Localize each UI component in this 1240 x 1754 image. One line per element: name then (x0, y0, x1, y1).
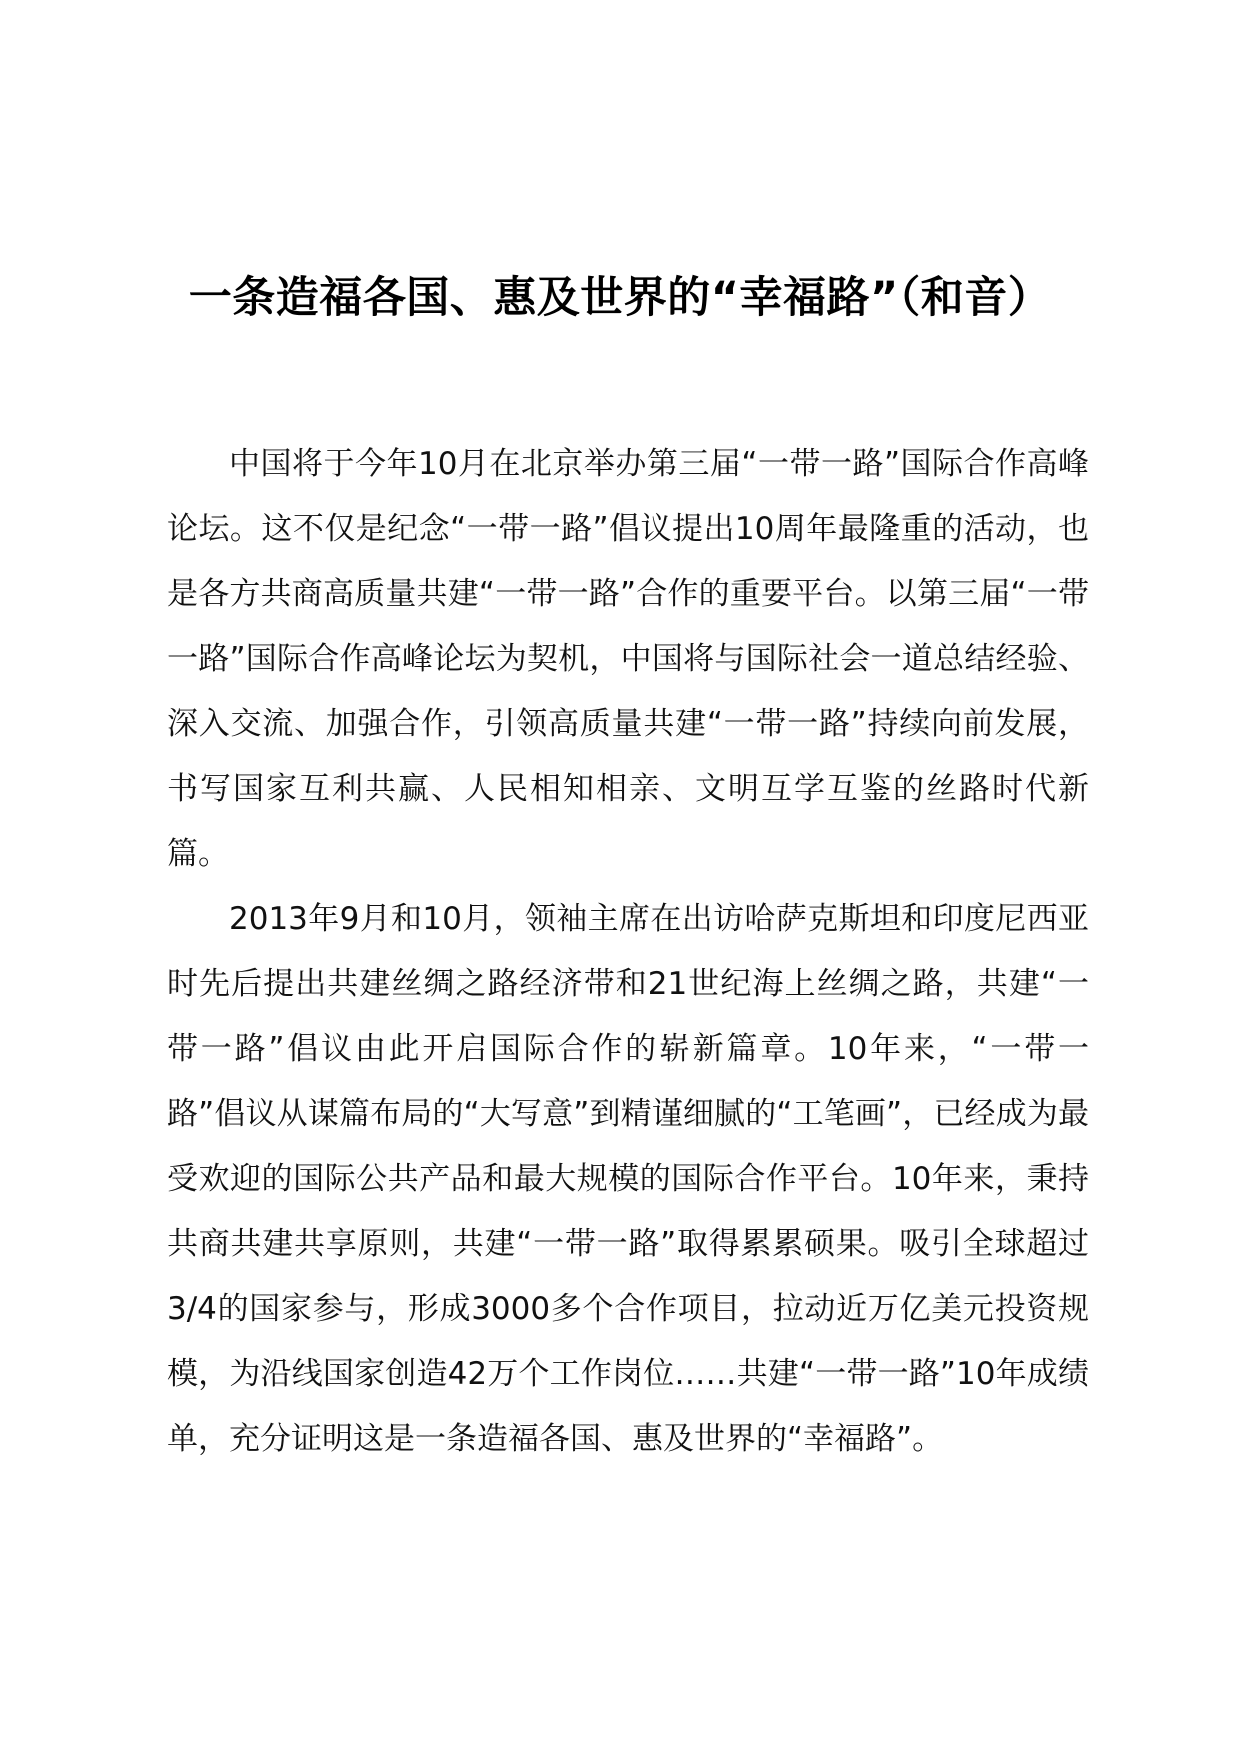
document-body (167, 432, 1089, 1472)
paragraph: 中国将于今年10月在北京举办第三届“一带一路”国际合作高峰论坛。这不仅是纪念“一带一路”倡议提出10周年最隆重的活动，也是各方共商高质量共建“一带一路”合作的重要平台。以第三届“一带一路”国际合作高峰论坛为契机，中国将与国际社会一道总结经验、深入交流、加强合作，引领高质量共建“一带一路”持续向前发展，书写国家互利共赢、人民相知相亲、文明互学互鉴的丝路时代新篇。 (167, 446, 1089, 872)
paragraph: 2013年9月和10月，领袖主席在出访哈萨克斯坦和印度尼西亚时先后提出共建丝绸之路经济带和21世纪海上丝绸之路，共建“一带一路”倡议由此开启国际合作的崭新篇章。10年来，“一带一路”倡议从谋篇布局的“大写意”到精谨细腻的“工笔画”，已经成为最受欢迎的国际公共产品和最大规模的国际合作平台。10年来，秉持共商共建共享原则，共建“一带一路”取得累累硕果。吸引全球超过3/4的国家参与，形成3000多个合作项目，拉动近万亿美元投资规模，为沿线国家创造42万个工作岗位……共建“一带一路”10年成绩单，充分证明这是一条造福各国、惠及世界的“幸福路”。 (167, 901, 1089, 1457)
document-title: 一条造福各国、惠及世界的“幸福路”（和音） (188, 273, 1052, 323)
